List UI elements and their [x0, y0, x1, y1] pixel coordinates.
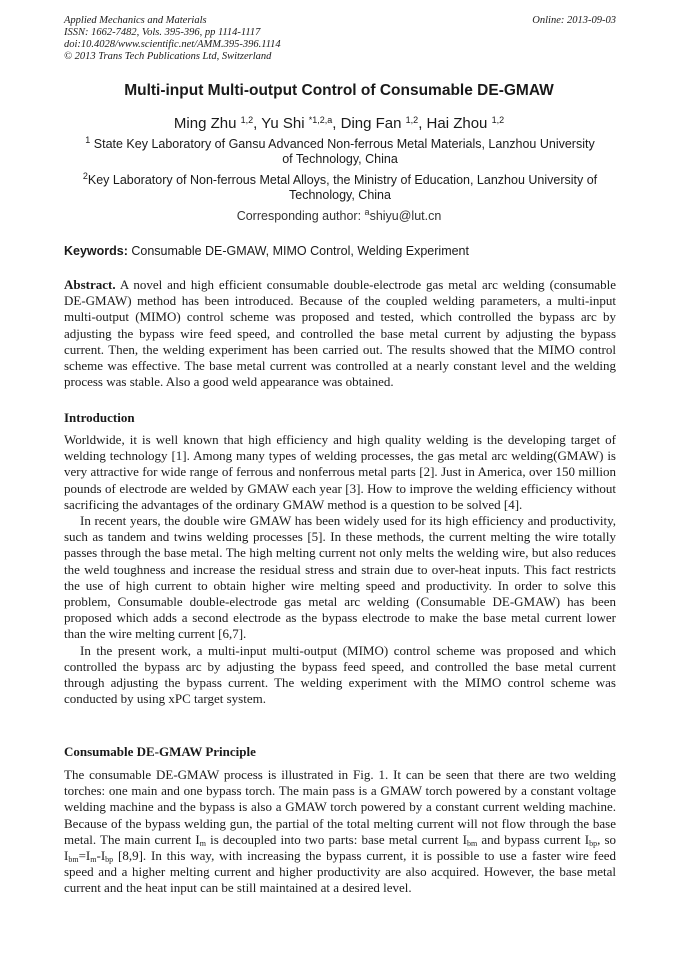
- author-name: Ming Zhu: [173, 115, 237, 132]
- author-separator: ,: [253, 115, 262, 132]
- abstract-text: A novel and high efficient consumable double-electrode gas metal arc welding (consumable DE-GMAW) method has been introduced. Because of the coupled welding parameters, a multi-input multi-output (MIMO) control scheme was proposed and tested, which controlled the bypass arc by adjusting the bypass wire feed speed, and controlled the base metal current by adjusting the bypass current. Then, the welding experiment has been carried out. The results showed that the MIMO control scheme was effective. The base metal current was controlled at a nearly constant level and the welding process was stable. Also a good weld appearance was obtained.: [64, 277, 616, 390]
- section-title-principle: Consumable DE-GMAW Principle: [64, 744, 256, 759]
- author-separator: ,: [418, 115, 427, 132]
- intro-paragraph-1: Worldwide, it is well known that high efficiency and high quality welding is the developing target of welding technology [1]. Among many types of welding processes, the gas metal arc welding(GMAW) is very attractive for wide range of ferrous and nonferrous metal parts [2]. Just in America, over 150 million pounds of electrode are welded by GMAW each year [3]. How to improve the welding efficiency without sacrificing the advantages of the ordinary GMAW method is a question to be solved [4].: [64, 432, 616, 512]
- principle-paragraph: The consumable DE-GMAW process is illustrated in Fig. 1. It can be seen that there are two welding torches: one main and one bypass torch. The main pass is a GMAW torch powered by a constant voltage welding machine and the bypass is also a GMAW torch powered by a constant current welding machine. Because of the bypass welding gun, the partial of the total melting current will not flow through the base metal. The main current $I_m$ is decoupled into two parts: base metal current $I_{bm}$ and bypass current $I_{bp}$, so $I_{bm}=I_m-I_{bp}$ [8,9]. In this way, with increasing the bypass current, it is possible to use a faster wire feed speed and a higher melting current and higher productivity are also acquired. However, the base metal current and the heat input can be still maintained at a desired level.: [64, 767, 617, 896]
- journal-name: Applied Mechanics and Materials: [64, 15, 207, 26]
- affiliation-1: [80, 137, 600, 167]
- author-affiliation-mark: 1,2: [240, 115, 254, 125]
- corresponding-email[interactable]: shiyu@lut.cn: [369, 209, 442, 223]
- online-date: Online: 2013-09-03: [532, 15, 616, 26]
- doi-line: doi:10.4028/www.scientific.net/AMM.395-396.1114: [64, 39, 281, 50]
- introduction-body: [64, 432, 616, 707]
- copyright-line: © 2013 Trans Tech Publications Ltd, Switzerland: [64, 51, 272, 62]
- paper-title: Multi-input Multi-output Control of Consumable DE-GMAW: [124, 82, 554, 99]
- keywords-text: Consumable DE-GMAW, MIMO Control, Welding Experiment: [127, 244, 469, 258]
- affiliation-2: [80, 173, 600, 203]
- author-name: Ding Fan: [340, 115, 402, 132]
- abstract: [64, 277, 616, 390]
- journal-header: [64, 15, 616, 63]
- author-separator: ,: [332, 115, 341, 132]
- intro-paragraph-2: In recent years, the double wire GMAW has been widely used for its high efficiency and productivity, such as tandem and twins welding processes [5]. In these methods, the current melting the wire totally passes through the base metal. The high melting current not only melts the welding wire, but also reduces the weld toughness and increase the residual stress and strain due to over-heat inputs. This fact restricts the use of high current to obtain higher wire melting speed and productivity. In order to solve this problem, Consumable double-electrode gas metal arc welding (Consumable DE-GMAW) has been proposed which adds a second electrode as the bypass electrode to make the base metal current lower than the wire melting current [6,7].: [64, 513, 616, 642]
- author-affiliation-mark: *1,2,a: [308, 115, 333, 125]
- section-title-introduction: Introduction: [64, 410, 135, 425]
- affiliation-text: State Key Laboratory of Gansu Advanced Non-ferrous Metal Materials, Lanzhou University of Technology, China: [93, 137, 595, 166]
- principle-body: [64, 767, 616, 897]
- author-name: Yu Shi: [261, 115, 305, 132]
- abstract-label: Abstract.: [64, 277, 116, 292]
- corresponding-label: Corresponding author:: [236, 209, 365, 223]
- author-affiliation-mark: 1,2: [491, 115, 505, 125]
- issn-line: ISSN: 1662-7482, Vols. 395-396, pp 1114-1117: [64, 27, 261, 38]
- author-list: [0, 115, 678, 132]
- corresponding-mark: a: [364, 207, 370, 217]
- keywords-label: Keywords:: [64, 244, 128, 258]
- affiliation-text: Key Laboratory of Non-ferrous Metal Alloys, the Ministry of Education, Lanzhou University of Technology, China: [87, 173, 598, 202]
- author-name: Hai Zhou: [426, 115, 488, 132]
- corresponding-author: [0, 209, 678, 223]
- affiliation-mark: 2: [82, 171, 88, 181]
- intro-paragraph-3: In the present work, a multi-input multi-output (MIMO) control scheme was proposed and which controlled the bypass arc by adjusting the bypass feed speed, and controlled the base metal current through adjusting the bypass current. The welding experiment with the MIMO control scheme was conducted by using xPC target system.: [64, 642, 616, 707]
- keywords: [64, 244, 616, 258]
- author-affiliation-mark: 1,2: [405, 115, 419, 125]
- affiliation-mark: 1: [85, 135, 91, 145]
